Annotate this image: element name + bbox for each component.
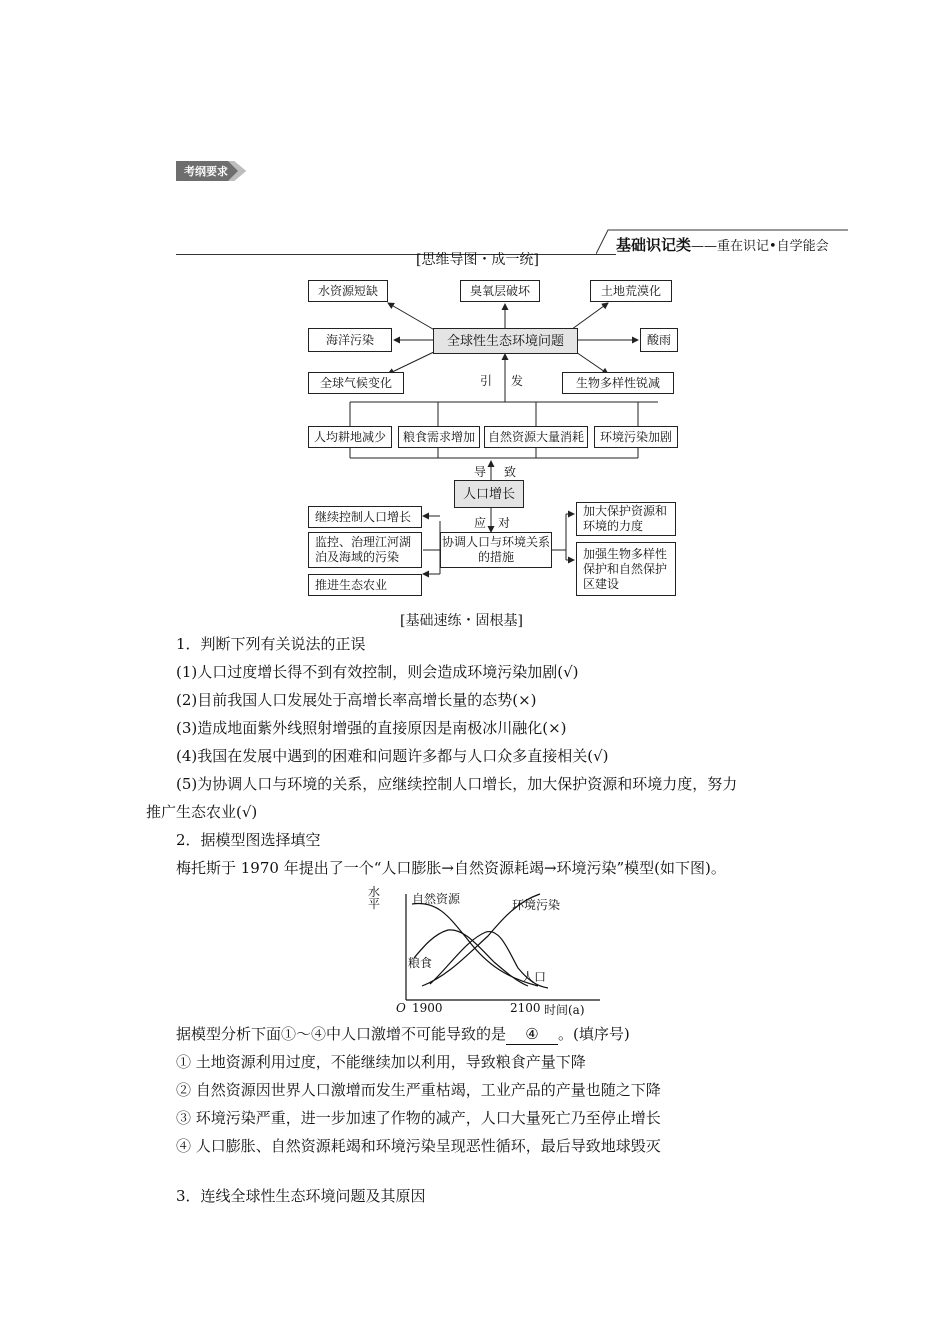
header-rule [176, 254, 616, 255]
node-pollution-monitoring: 监控、治理江河湖泊及海域的污染 [308, 532, 422, 568]
node-eco-agriculture: 推进生态农业 [308, 574, 422, 596]
header-title [616, 234, 829, 255]
node-water-shortage: 水资源短缺 [308, 280, 388, 302]
label-resources: 自然资源 [412, 892, 461, 906]
node-ocean-pollution: 海洋污染 [308, 328, 392, 352]
q2-option-4: ④ 人口膨胀、自然资源耗竭和环境污染呈现恶性循环，最后导致地球毁灭 [176, 1137, 661, 1155]
question-2: 2．据模型图选择填空 [176, 831, 321, 849]
chart-svg [368, 885, 608, 1018]
node-desertification: 土地荒漠化 [590, 280, 672, 302]
q2-prompt-post: 。(填序号) [558, 1025, 630, 1043]
label-dui: 对 [498, 516, 511, 530]
q1-item-2: (2)目前我国人口发展处于高增长率高增长量的态势(×) [176, 691, 537, 709]
q2-prompt-pre: 据模型分析下面①～④中人口激增不可能导致的是 [176, 1025, 507, 1043]
chart-ylabel: 水平 [368, 885, 381, 911]
q2-prompt [176, 1024, 630, 1045]
q1-item-5-cont: 推广生态农业(√) [146, 803, 258, 821]
x-tick-2100: 2100 [510, 1001, 541, 1015]
label-pollution: 环境污染 [512, 898, 561, 912]
node-resource-protection: 加大保护资源和环境的力度 [576, 502, 676, 536]
q2-option-2: ② 自然资源因世界人口激增而发生严重枯竭，工业产品的产量也随之下降 [176, 1081, 661, 1099]
label-ying: 应 [474, 516, 487, 530]
node-pollution-increase: 环境污染加剧 [594, 426, 678, 448]
q2-answer-blank: ④ [506, 1024, 558, 1045]
label-dao: 导 [474, 465, 487, 479]
label-fa: 发 [511, 374, 524, 388]
label-population: 人口 [522, 970, 547, 984]
question-3: 3．连线全球性生态环境问题及其原因 [176, 1187, 426, 1205]
node-biodiversity-protection: 加强生物多样性保护和自然保护区建设 [576, 542, 676, 596]
node-climate-change: 全球气候变化 [308, 372, 404, 394]
meadows-model-chart [368, 885, 608, 1018]
node-acid-rain: 酸雨 [640, 328, 678, 352]
practice-title: [基础速练・固根基] [400, 613, 523, 629]
node-population-growth: 人口增长 [454, 480, 524, 508]
node-farmland-decrease: 人均耕地减少 [308, 426, 392, 448]
chart-xlabel: 时间(a) [544, 1003, 585, 1017]
section-tag [176, 158, 246, 184]
q1-item-5: (5)为协调人口与环境的关系，应继续控制人口增长，加大保护资源和环境力度，努力 [176, 775, 738, 793]
x-tick-1900: 1900 [412, 1001, 443, 1015]
q1-item-3: (3)造成地面紫外线照射增强的直接原因是南极冰川融化(×) [176, 719, 567, 737]
mind-map [308, 276, 678, 598]
q2-option-3: ③ 环境污染严重，进一步加速了作物的减产，人口大量死亡乃至停止增长 [176, 1109, 661, 1127]
label-food: 粮食 [408, 956, 433, 970]
node-resource-consumption: 自然资源大量消耗 [484, 426, 588, 448]
node-global-env-problems: 全球性生态环境问题 [433, 328, 578, 354]
header-bold: 基础识记类 [616, 236, 692, 254]
node-ozone-depletion: 臭氧层破坏 [460, 280, 540, 302]
node-control-population: 继续控制人口增长 [308, 506, 422, 528]
q2-intro: 梅托斯于 1970 年提出了一个“人口膨胀→自然资源耗竭→环境污染”模型(如下图)。 [176, 859, 726, 877]
tag-label: 考纲要求 [184, 165, 228, 178]
node-coordination-measures: 协调人口与环境关系的措施 [440, 532, 552, 568]
label-zhi: 致 [504, 465, 517, 479]
node-food-demand: 粮食需求增加 [398, 426, 480, 448]
header-sub: ——重在识记•自学能会 [691, 239, 829, 254]
label-yin: 引 [480, 374, 493, 388]
q1-item-1: (1)人口过度增长得不到有效控制，则会造成环境污染加剧(√) [176, 663, 579, 681]
q1-item-4: (4)我国在发展中遇到的困难和问题许多都与人口众多直接相关(√) [176, 747, 609, 765]
series-resources-line [412, 903, 538, 986]
node-biodiversity-loss: 生物多样性锐减 [562, 372, 674, 394]
mind-map-title: [思维导图・成一统] [416, 252, 539, 268]
q2-option-1: ① 土地资源利用过度，不能继续加以利用，导致粮食产量下降 [176, 1053, 586, 1071]
question-1: 1．判断下列有关说法的正误 [176, 635, 366, 653]
chart-origin: O [396, 1001, 406, 1015]
